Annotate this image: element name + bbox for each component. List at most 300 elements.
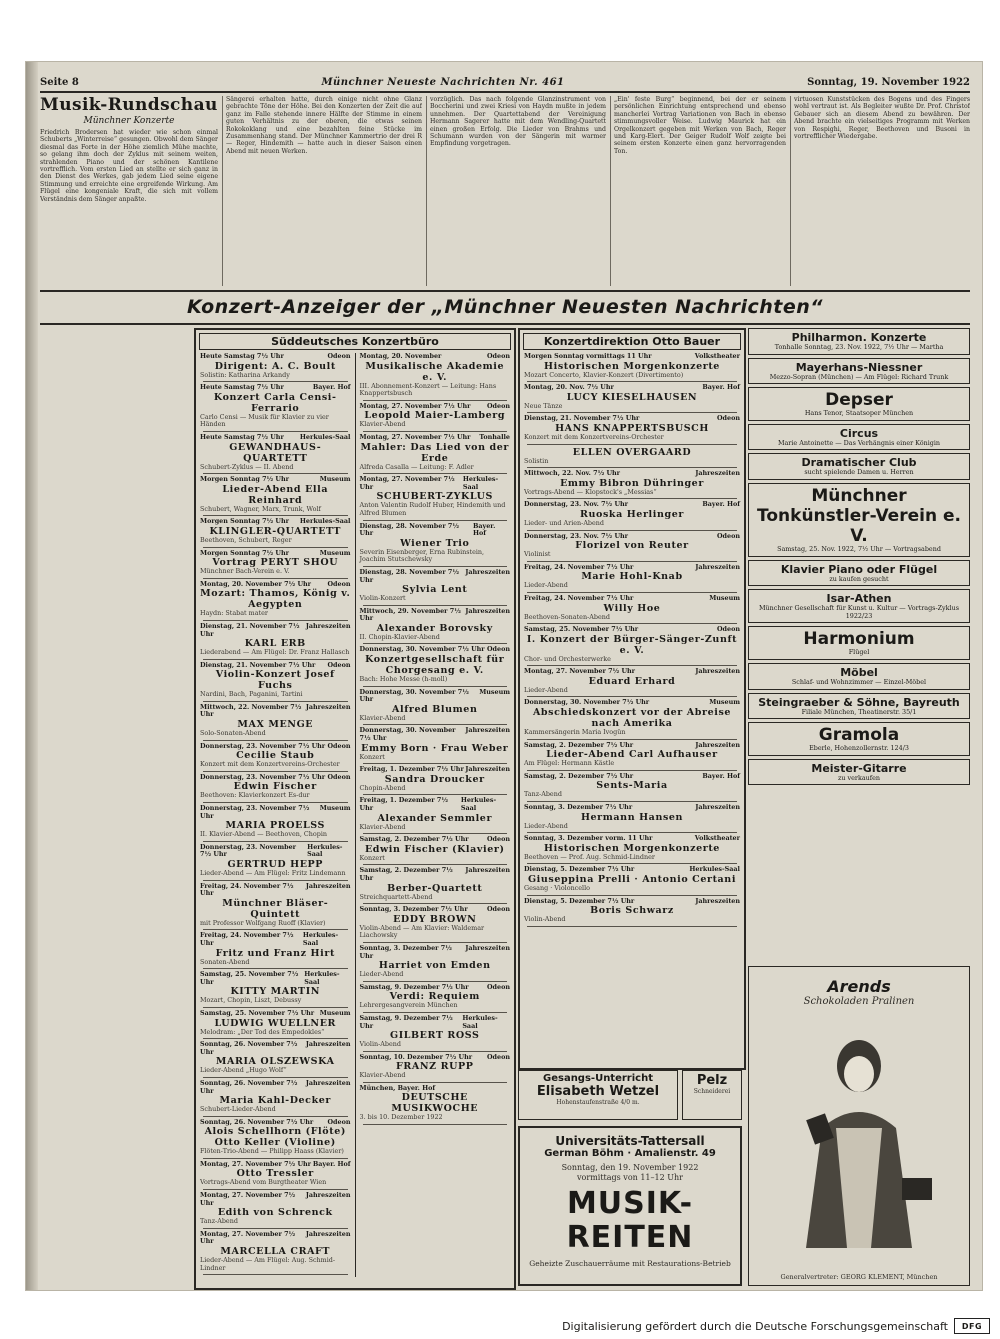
listing-date: Samstag, 9. Dezember 7½ Uhr: [359, 1013, 453, 1030]
listing-hall: Museum: [709, 593, 740, 602]
listing-separator: [363, 794, 508, 795]
classified-ad: [748, 722, 970, 756]
ad-title: Möbel: [840, 665, 878, 679]
listing-program: Anton Valentin Rudolf Huber, Hindemith und Alfred Blumen: [359, 501, 506, 517]
konzert-anzeiger-banner: Konzert-Anzeiger der „Münchner Neuesten Nachrichten“: [186, 296, 824, 318]
listing-separator: [203, 929, 348, 930]
classified-ad: [748, 358, 970, 385]
listing-program: Violin-Abend: [524, 915, 566, 924]
listing-artist: Münchner Bläser-Quintett: [222, 897, 329, 920]
listing-hall: Volkstheater: [694, 352, 740, 360]
listing-artist: Hermann Hansen: [580, 811, 684, 823]
listing-artist: Mahler: Das Lied von der Erde: [360, 441, 510, 464]
listing-separator: [527, 801, 737, 802]
concert-listing: [196, 844, 355, 881]
listing-separator: [203, 701, 348, 702]
listing-date-row: [524, 668, 740, 676]
ad-title: Klavier Piano oder Flügel: [780, 562, 938, 576]
pelz-title: Pelz: [696, 1073, 728, 1088]
listing-hall: Odeon: [716, 531, 740, 540]
listing-hall: Odeon: [486, 1052, 510, 1061]
concert-listing: [196, 550, 355, 579]
concert-listing: [520, 353, 744, 382]
listing-artist: Dirigent: A. C. Boult: [214, 360, 336, 372]
listing-date-row: [360, 1054, 511, 1062]
listing-hall: Jahreszeiten: [465, 765, 510, 774]
ad-body: Eberle, Hohenzollernstr. 124/3: [809, 744, 909, 753]
listing-hall: Jahreszeiten: [305, 702, 351, 711]
listing-separator: [203, 1077, 348, 1078]
musik-reiten-heading: MUSIK-REITEN: [566, 1186, 694, 1255]
concert-listing: [356, 434, 515, 474]
concert-listing: [196, 384, 355, 432]
listing-date-row: [360, 523, 511, 538]
sueddeutsches-header: Süddeutsches Konzertbüro: [199, 333, 511, 350]
concert-listing: [196, 932, 355, 969]
listing-hall: Jahreszeiten: [305, 1078, 351, 1087]
listing-date-row: [200, 844, 351, 859]
listing-artist: GILBERT ROSS: [390, 1030, 480, 1042]
listing-program: Alfreda Casalla — Leitung: F. Adler: [359, 462, 474, 471]
listing-artist: KITTY MARTIN: [230, 986, 321, 998]
newspaper-masthead: Münchner Neueste Nachrichten Nr. 461: [321, 76, 565, 88]
concert-listing: [196, 971, 355, 1008]
listing-date-row: [200, 476, 351, 484]
listing-separator: [203, 659, 348, 660]
listing-program: Lieder-Abend: [359, 970, 404, 979]
listing-artist: Edwin Fischer: [233, 781, 317, 793]
listing-artist: Otto Tressler: [236, 1168, 314, 1180]
tattersall-time: vormittags von 11–12 Uhr: [577, 1173, 683, 1182]
listing-hall: Herkules-Saal: [689, 865, 740, 874]
listing-date: Samstag, 2. Dezember 7½ Uhr: [359, 835, 469, 844]
listing-artist: Giuseppina Prelli · Antonio Certani: [527, 874, 737, 885]
listing-hall: Odeon: [327, 772, 351, 781]
listing-date: Samstag, 25. November 7½ Uhr: [200, 1008, 315, 1017]
page-number: Seite 8: [40, 76, 79, 88]
listing-date: Samstag, 2. Dezember 7½ Uhr: [524, 771, 634, 780]
concert-listing: [196, 704, 355, 741]
ad-body: Schlaf- und Wohnzimmer — Einzel-Möbel: [791, 677, 927, 686]
concert-listing: [356, 476, 515, 520]
listing-date: Dienstag, 28. November 7½ Uhr: [359, 521, 460, 538]
listing-program: Gesang · Violoncello: [524, 884, 590, 892]
listing-date: Dienstag, 28. November 7½ Uhr: [359, 567, 460, 584]
listing-artist: Sents-Maria: [596, 780, 668, 792]
listing-artist: Edwin Fischer (Klavier): [364, 843, 505, 855]
listing-separator: [363, 686, 508, 687]
listing-separator: [527, 696, 737, 697]
listing-program: Haydn: Stabat mater: [200, 609, 268, 618]
listing-date-row: [200, 518, 351, 526]
listing-date: Montag, 27. November 7½ Uhr: [524, 667, 636, 676]
listing-date: Sonntag, 26. November 7½ Uhr: [200, 1117, 314, 1126]
listing-separator: [203, 1274, 348, 1275]
listing-date-row: [360, 434, 511, 442]
listing-program: Schubert-Zyklus — II. Abend: [200, 462, 294, 471]
listing-artist: Lieder-Abend Carl Aufhauser: [546, 749, 718, 761]
listing-program: mit Professor Wolfgang Ruoff (Klavier): [200, 918, 326, 927]
listing-hall: Bayer. Hof: [702, 771, 740, 780]
classified-ad: [748, 483, 970, 557]
listing-separator: [203, 802, 348, 803]
listing-hall: Jahreszeiten: [465, 943, 510, 952]
listing-artist: SCHUBERT-ZYKLUS: [376, 491, 493, 503]
arends-footer: Generalvertreter: GEORG KLEMENT, München: [780, 1273, 938, 1281]
listing-separator: [203, 1228, 348, 1229]
listing-separator: [527, 623, 737, 624]
pelz-note: Schneiderei: [693, 1088, 731, 1095]
listing-artist: Alexander Semmler: [377, 812, 493, 824]
listing-hall: Jahreszeiten: [695, 803, 740, 812]
listing-hall: Herkules-Saal: [304, 970, 340, 986]
ad-body: zu verkaufen: [837, 773, 881, 782]
listing-artist: KLINGLER-QUARTETT: [209, 525, 342, 537]
column-rule: [426, 96, 427, 286]
listing-separator: [203, 431, 348, 432]
listing-hall: Odeon: [327, 579, 351, 588]
concert-listing: [356, 945, 515, 982]
listing-separator: [527, 444, 737, 445]
tattersall-footer: Geheizte Zuschauerräume mit Restaurations-Betrieb: [529, 1259, 731, 1268]
listing-date: Dienstag, 21. November 7½ Uhr: [524, 414, 640, 423]
listing-date-row: [524, 626, 740, 634]
listing-artist: Alois Schellhorn (Flöte) Otto Keller (Violine): [204, 1126, 346, 1149]
listing-separator: [363, 400, 508, 401]
page-date: Sonntag, 19. November 1922: [807, 76, 970, 88]
ad-title: Münchner Tonkünstler-Verein e. V.: [757, 485, 961, 546]
arends-chocolate-ad: [748, 966, 970, 1286]
listing-date: Heute Samstag 7½ Uhr: [200, 352, 284, 360]
concert-listing: [520, 564, 744, 593]
listing-separator: [363, 520, 508, 521]
listing-date-row: [200, 1119, 351, 1127]
listing-date: Freitag, 24. November 7½ Uhr: [200, 881, 294, 898]
pelz-ad: [682, 1070, 742, 1120]
listing-artist: EDDY BROWN: [393, 913, 477, 925]
listing-artist: MARIA PROELSS: [225, 820, 325, 832]
listing-program: Konzert: [359, 853, 385, 862]
concert-listing: [520, 595, 744, 624]
listing-date-row: [200, 971, 351, 986]
listing-program: Tanz-Abend: [200, 1217, 238, 1226]
listing-artist: FRANZ RUPP: [396, 1061, 474, 1073]
classified-ad: [748, 626, 970, 660]
listing-hall: Museum: [709, 698, 740, 707]
column-rule: [222, 96, 223, 286]
listing-date: Freitag, 24. November 7½ Uhr: [524, 562, 634, 571]
listing-date: Morgen Sonntag vormittags 11 Uhr: [524, 352, 652, 360]
listing-date-row: [200, 1192, 351, 1207]
listing-date-row: [200, 1041, 351, 1056]
ad-body: Tonhalle Sonntag, 23. Nov. 1922, 7½ Uhr — Martha: [774, 343, 944, 351]
listing-artist: Verdi: Requiem: [389, 991, 480, 1003]
listing-separator: [363, 605, 508, 606]
listing-date-row: [360, 569, 511, 584]
listing-date: Montag, 20. November 7½ Uhr: [200, 579, 312, 588]
listing-artist: Marie Hohl-Knab: [581, 571, 683, 583]
listing-separator: [527, 739, 737, 740]
listing-separator: [203, 1007, 348, 1008]
listing-hall: Jahreszeiten: [465, 726, 510, 735]
concert-listing: [196, 805, 355, 842]
listing-date: Freitag, 24. November 7½ Uhr: [200, 931, 294, 947]
listing-program: Severin Eisenberger, Erna Rubinstein, Joachim Stutschewsky: [359, 547, 485, 564]
listing-program: Lieder-Abend: [524, 581, 568, 590]
listing-date-row: [200, 1161, 351, 1169]
face-shape: [844, 1056, 874, 1092]
listing-program: Solo-Sonaten-Abend: [200, 729, 266, 738]
article-column-1: [40, 96, 218, 286]
ad-body: Filiale München, Theatinerstr. 35/1: [801, 707, 917, 716]
listing-artist: Emmy Bibron Dühringer: [560, 477, 704, 489]
listing-date-row: [360, 403, 511, 411]
listing-separator: [527, 665, 737, 666]
listing-date-row: [360, 867, 511, 882]
listing-program: Chor- und Orchesterwerke: [524, 654, 611, 663]
listing-hall: Herkules-Saal: [462, 475, 499, 491]
ad-body: Mezzo-Sopran (München) — Am Flügel: Richard Trunk: [769, 372, 949, 381]
listing-date-row: [524, 533, 740, 541]
concert-listing: [356, 836, 515, 865]
listing-separator: [527, 832, 737, 833]
listing-artist: Eduard Erhard: [588, 675, 676, 687]
listing-program: Solistin: [524, 456, 549, 465]
listing-hall: Museum: [319, 804, 351, 813]
listing-date-row: [200, 1231, 351, 1246]
concert-listing: [356, 689, 515, 726]
listing-hall: Bayer. Hof: [472, 521, 496, 538]
listing-artist: Mozart: Thamos, König v. Aegypten: [200, 588, 351, 611]
concert-listing: [356, 766, 515, 795]
listing-separator: [527, 381, 737, 382]
listing-separator: [203, 1189, 348, 1190]
concert-listing: [196, 883, 355, 931]
listing-date: Heute Samstag 7½ Uhr: [200, 383, 284, 392]
concert-listing: [196, 581, 355, 621]
article-column-2: Sängerei erhalten hatte, durch einige nicht ohne Glanz gebrachte Töne der Höhe. Bei den Konzerten der Zeit die auf ganz im Falle stehende innere Hälfte der Stimme in einem guten Verhältnis zu der oberen, die etwas seinen Rokokoklang und eine bezahlten feine Stücke im Zusammenhang stand. Der Münchner Kammertrio der drei R — Reger, Hindemith — hatte auch in dieser Saison einen Abend mit neuen Werken.: [226, 96, 422, 155]
listing-artist: Leopold Maier-Lamberg: [364, 410, 506, 422]
arends-subtitle: Schokoladen Pralinen: [803, 996, 915, 1007]
listing-date: Montag, 27. November 7½ Uhr: [200, 1191, 296, 1207]
listing-hall: Museum: [479, 687, 510, 696]
listing-hall: Jahreszeiten: [305, 881, 351, 890]
listing-date-row: [200, 550, 351, 558]
listing-program: Carlo Censi — Musik für Klavier zu vier Händen: [200, 412, 329, 429]
listing-artist: MAX MENGE: [237, 719, 314, 731]
listing-artist: Historischen Morgenkonzerte: [544, 842, 720, 854]
listing-separator: [203, 547, 348, 548]
listing-hall: Herkules-Saal: [462, 1013, 498, 1030]
listing-program: II. Chopin-Klavier-Abend: [359, 632, 440, 641]
listing-date: Montag, 20. November: [359, 352, 442, 360]
ad-title: Circus: [839, 426, 879, 440]
listing-hall: Odeon: [486, 352, 510, 360]
listing-hall: Odeon: [486, 982, 510, 991]
page-spine: [26, 62, 38, 1290]
concert-listing: [356, 797, 515, 834]
listing-date: Morgen Sonntag 7½ Uhr: [200, 475, 289, 484]
listing-hall: Bayer. Hof: [702, 383, 740, 392]
listing-program: Violinist: [524, 550, 551, 559]
listing-date: Samstag, 25. November 7½ Uhr: [524, 625, 639, 634]
concert-listing: [196, 1080, 355, 1117]
listing-date: Dienstag, 21. November 7½ Uhr: [200, 660, 316, 669]
listing-artist: Emmy Born · Frau Weber: [361, 742, 509, 754]
listing-date-row: [200, 883, 351, 898]
listing-date: Sonntag, 26. November 7½ Uhr: [200, 1040, 298, 1056]
concert-listing: [520, 626, 744, 666]
listing-separator: [527, 926, 737, 927]
listing-hall: Tonhalle: [479, 432, 510, 441]
concert-listing: [196, 623, 355, 660]
concert-listing: [196, 1119, 355, 1159]
concert-listing: [520, 835, 744, 864]
listing-program: 3. bis 10. Dezember 1922: [359, 1113, 443, 1122]
listing-program: Liederabend — Am Flügel: Dr. Franz Hallasch: [200, 648, 350, 657]
concert-listing: [520, 773, 744, 802]
listing-date-row: [524, 384, 740, 392]
konzertdirektion-bauer-box: [518, 328, 746, 1070]
classified-ad: [748, 693, 970, 720]
listing-date-row: [360, 906, 511, 914]
listing-separator: [363, 903, 508, 904]
listing-separator: [363, 566, 508, 567]
listing-date: Samstag, 2. Dezember 7½ Uhr: [359, 866, 453, 882]
listing-separator: [363, 864, 508, 865]
ad-title: Dramatischer Club: [801, 456, 917, 470]
listing-program: Lieder-Abend: [524, 685, 568, 694]
listing-date: München, Bayer. Hof: [359, 1083, 436, 1092]
listing-artist: ELLEN OVERGAARD: [572, 446, 692, 458]
classified-ad: [748, 560, 970, 587]
listing-program: Beethoven-Sonaten-Abend: [524, 612, 610, 621]
listing-program: Lieder-Abend — Am Flügel: Aug. Schmid-Lindner: [200, 1256, 336, 1272]
concert-listing: [196, 353, 355, 382]
listing-artist: Sylvia Lent: [402, 584, 468, 596]
ad-body: Flügel: [848, 648, 870, 657]
concert-listing: [196, 1041, 355, 1078]
listing-separator: [363, 1012, 508, 1013]
article-column-3: vorzüglich. Das nach folgende Glanzinstrument von Boccherini und zwei Kriesi von Haydn mußte in jedem unnehmen. Der Quartettabend der Vereinigung Hermann Sagerer hatte mit dem Wendling-Quartett einen großen Erfolg. Die Lieder von Brahms und Schumann wurden von der Sängerin mit warmer Empfindung vorgetragen.: [430, 96, 606, 148]
ad-title: Mayerhans-Niessner: [795, 360, 923, 374]
sueddeutsches-right-column: [356, 353, 515, 1277]
tattersall-ad: [518, 1126, 742, 1286]
arends-brand: Arends: [827, 977, 891, 996]
tattersall-date: Sonntag, den 19. November 1922: [561, 1163, 699, 1172]
listing-separator: [203, 968, 348, 969]
listing-program: Violin-Abend: [359, 1040, 401, 1049]
listing-artist: LUDWIG WUELLNER: [214, 1017, 337, 1029]
listing-date: Morgen Sonntag 7½ Uhr: [200, 548, 289, 557]
listing-separator: [363, 1124, 508, 1125]
bauer-header: Konzertdirektion Otto Bauer: [523, 333, 741, 350]
concert-listing: [356, 646, 515, 686]
listing-date-row: [200, 704, 351, 719]
listing-hall: Odeon: [716, 414, 740, 423]
listing-artist: MARCELLA CRAFT: [220, 1246, 331, 1258]
listing-program: Bach: Hohe Messe (h-moll): [359, 675, 448, 684]
gesang-unterricht-ad: [518, 1070, 678, 1120]
listing-program: Mozart Concerto, Klavier-Konzert (Divertimento): [524, 370, 684, 379]
listing-artist: Abschiedskonzert vor der Abreise nach Amerika: [532, 707, 732, 730]
listing-hall: Herkules-Saal: [307, 842, 343, 859]
listing-date-row: [200, 932, 351, 947]
listing-date: Dienstag, 5. Dezember 7½ Uhr: [524, 896, 635, 905]
listing-date: Freitag, 1. Dezember 7½ Uhr: [359, 765, 464, 774]
listing-date-row: [524, 415, 740, 423]
listing-separator: [363, 431, 508, 432]
listing-separator: [363, 833, 508, 834]
banner-rule-top: [40, 290, 970, 292]
listing-date: Mittwoch, 22. November 7½ Uhr: [200, 702, 302, 719]
listing-hall: Jahreszeiten: [695, 740, 740, 749]
concert-listing: [356, 1054, 515, 1083]
listing-separator: [527, 770, 737, 771]
listing-date: Sonntag, 3. Dezember 7½ Uhr: [524, 803, 633, 812]
listing-separator: [203, 578, 348, 579]
gesang-address: Hohenstaufenstraße 4/0 m.: [556, 1099, 640, 1106]
listing-program: Schubert-Lieder-Abend: [200, 1105, 276, 1114]
concert-listing: [356, 569, 515, 606]
concert-listing: [520, 804, 744, 833]
footer-text: Digitalisierung gefördert durch die Deutsche Forschungsgemeinschaft: [562, 1319, 948, 1333]
ad-body: zu kaufen gesucht: [829, 574, 889, 583]
ad-body: sucht spielende Damen u. Herren: [804, 468, 914, 477]
listing-artist: DEUTSCHE MUSIKWOCHE: [391, 1092, 479, 1115]
listing-date: Donnerstag, 23. Nov. 7½ Uhr: [524, 500, 629, 509]
article-title: Musik-Rundschau: [40, 96, 218, 115]
listing-date: Montag, 20. Nov. 7½ Uhr: [524, 383, 614, 392]
listing-program: Konzert mit dem Konzertvereins-Orchester: [200, 760, 340, 769]
listing-hall: Herkules-Saal: [299, 432, 351, 441]
listing-artist: Konzert Carla Censi-Ferrario: [213, 391, 337, 414]
listing-date: Samstag, 25. November 7½ Uhr: [200, 970, 299, 986]
listing-date: Donnerstag, 23. Nov. 7½ Uhr: [524, 531, 629, 540]
listing-artist: Lieder-Abend Ella Reinhard: [222, 483, 329, 506]
listing-program: Klavier-Abend: [359, 1071, 406, 1080]
classified-ad: [748, 589, 970, 623]
listing-separator: [203, 381, 348, 382]
listing-artist: Willy Hoe: [603, 602, 661, 614]
listing-hall: Jahreszeiten: [465, 567, 510, 576]
sueddeutsches-left-column: [196, 353, 356, 1277]
listing-date-row: [524, 866, 740, 874]
listing-hall: Bayer. Hof: [312, 1159, 351, 1168]
listing-program: Konzert mit dem Konzertvereins-Orchester: [524, 432, 664, 441]
listing-date: Sonntag, 3. Dezember 7½ Uhr: [359, 905, 468, 914]
listing-date: Donnerstag, 30. November 7½ Uhr: [359, 687, 469, 704]
listing-program: Flöten-Trio-Abend — Philipp Haass (Klavier): [200, 1147, 344, 1156]
listing-date-row: [360, 353, 511, 361]
concert-listing: [196, 476, 355, 516]
listing-date-row: [200, 353, 351, 361]
listing-hall: Odeon: [327, 352, 351, 360]
listing-date: Dienstag, 5. Dezember 7½ Uhr: [524, 865, 635, 874]
listing-program: II. Klavier-Abend — Beethoven, Chopin: [200, 830, 328, 839]
ad-body: Marie Antoinette — Das Verhängnis einer Königin: [777, 438, 941, 447]
concert-listing: [196, 1010, 355, 1039]
listing-date: Sonntag, 3. Dezember vorm. 11 Uhr: [524, 834, 653, 843]
listing-program: Solistin: Katharina Arkandy: [200, 370, 290, 379]
classified-ad: [748, 387, 970, 421]
listing-hall: Volkstheater: [694, 834, 740, 843]
tattersall-address: German Böhm · Amalienstr. 49: [544, 1148, 716, 1159]
listing-artist: I. Konzert der Bürger-Sänger-Zunft e. V.: [526, 633, 738, 656]
listing-program: Beethoven — Prof. Aug. Schmid-Lindner: [524, 852, 655, 861]
listing-artist: Musikalische Akademie e. V.: [365, 360, 505, 383]
listing-artist: Harriet von Emden: [378, 960, 491, 972]
